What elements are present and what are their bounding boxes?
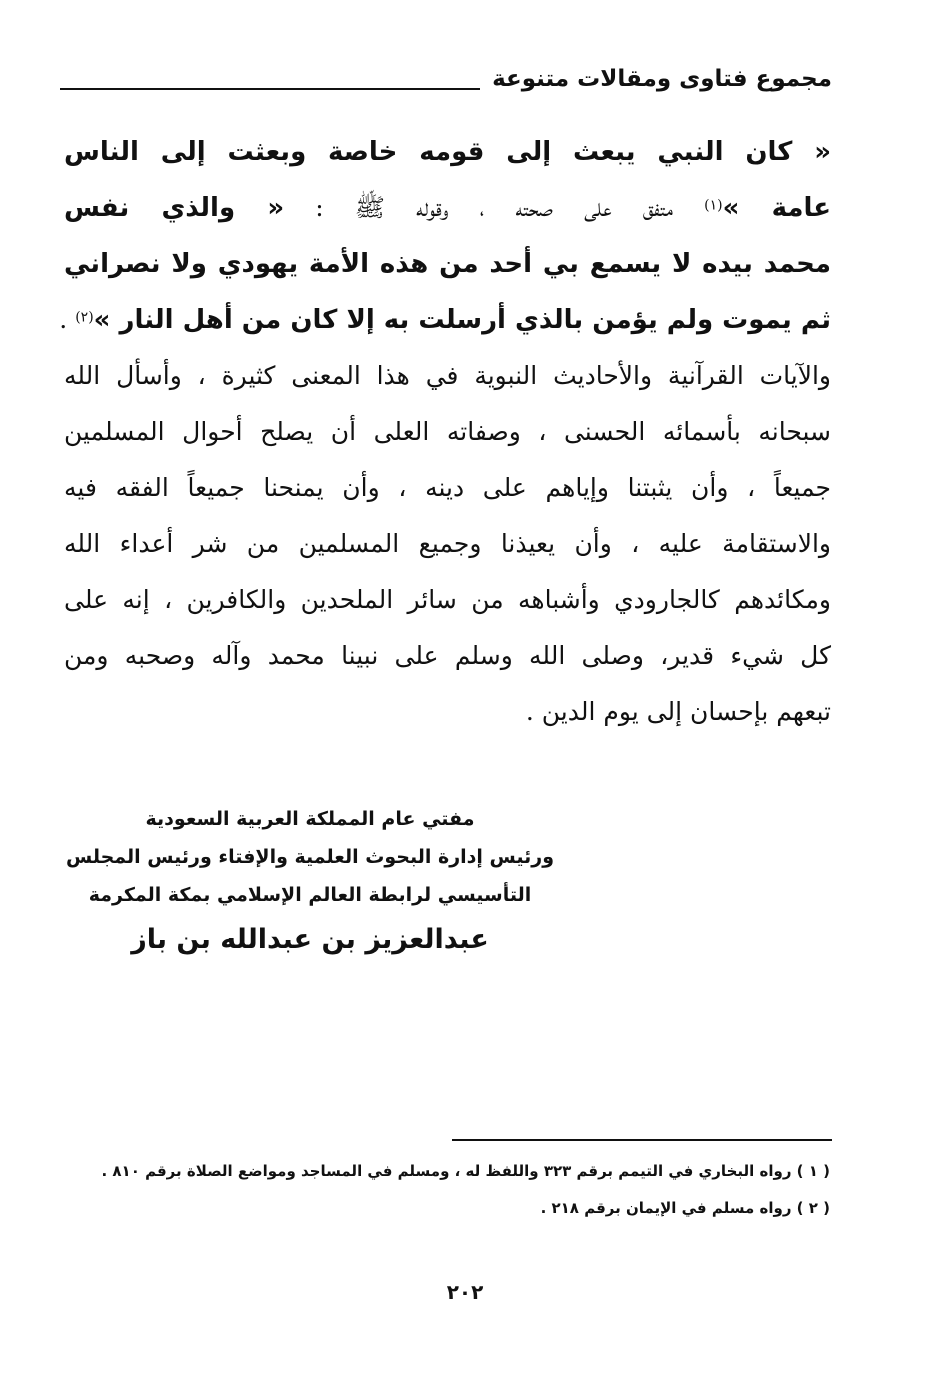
header-rule bbox=[60, 88, 480, 90]
body-line-1 bbox=[64, 130, 831, 174]
quote-end: عامة » bbox=[722, 193, 831, 223]
body-line-11 bbox=[64, 690, 831, 734]
signature-title-1: مفتي عام المملكة العربية السعودية bbox=[145, 808, 475, 830]
quote-start: « والذي نفس bbox=[64, 193, 285, 223]
body-line-4-bold: ثم يموت ولم يؤمن بالذي أرسلت به إلا كان من أهل النار » bbox=[93, 305, 831, 335]
footnote-marker-2: (٢) bbox=[75, 309, 94, 326]
footnote-rule bbox=[452, 1139, 832, 1141]
body-line-4 bbox=[59, 298, 831, 342]
body-line-2-normal: متفق على صحته ، وقوله ﷺ : bbox=[284, 193, 705, 222]
footnote-1: ( ١ ) رواه البخاري في التيمم برقم ٣٢٣ واللفظ له ، ومسلم في المساجد ومواضع الصلاة برقم ٨١٠ . bbox=[101, 1162, 830, 1180]
body-line-6 bbox=[64, 410, 831, 454]
signature-title-2: ورئيس إدارة البحوث العلمية والإفتاء ورئيس المجلس bbox=[65, 846, 555, 868]
body-line-8-text: والاستقامة عليه ، وأن يعيذنا وجميع المسلمين من شر أعداء الله bbox=[64, 529, 831, 558]
body-line-7-text: جميعاً ، وأن يثبتنا وإياهم على دينه ، وأن يمنحنا جميعاً الفقه فيه bbox=[64, 473, 831, 502]
body-line-10 bbox=[64, 634, 831, 678]
body-line-9 bbox=[64, 578, 831, 622]
signature-name: عبدالعزيز بن عبدالله بن باز bbox=[131, 924, 489, 955]
page-number: ٢٠٢ bbox=[446, 1280, 484, 1304]
footnote-marker-1: (١) bbox=[704, 197, 723, 214]
body-line-10-text: كل شيء قدير، وصلى الله وسلم على نبينا محمد وآله وصحبه ومن bbox=[64, 641, 831, 670]
body-line-3 bbox=[64, 242, 831, 286]
footnote-2: ( ٢ ) رواه مسلم في الإيمان برقم ٢١٨ . bbox=[540, 1199, 830, 1217]
signature-title-3: التأسيسي لرابطة العالم الإسلامي بمكة المكرمة bbox=[88, 884, 532, 906]
body-line-4-normal: . bbox=[59, 305, 76, 334]
body-line-6-text: سبحانه بأسمائه الحسنى ، وصفاته العلى أن يصلح أحوال المسلمين bbox=[64, 417, 831, 446]
header-title: مجموع فتاوى ومقالات متنوعة bbox=[492, 66, 832, 92]
body-line-5-text: والآيات القرآنية والأحاديث النبوية في هذا المعنى كثيرة ، وأسأل الله bbox=[64, 361, 831, 390]
body-line-11-text: تبعهم بإحسان إلى يوم الدين . bbox=[525, 697, 831, 726]
page-header bbox=[60, 58, 832, 108]
body-line-5 bbox=[64, 354, 831, 398]
body-line-3-text: محمد بيده لا يسمع بي أحد من هذه الأمة يهودي ولا نصراني bbox=[64, 249, 831, 279]
body-line-8 bbox=[64, 522, 831, 566]
body-line-1-text: « كان النبي يبعث إلى قومه خاصة وبعثت إلى الناس bbox=[64, 137, 831, 167]
body-line-7 bbox=[64, 466, 831, 510]
body-line-2 bbox=[64, 186, 831, 230]
body-line-9-text: ومكائدهم كالجارودي وأشباهه من سائر الملحدين والكافرين ، إنه على bbox=[64, 585, 831, 614]
signature-block bbox=[50, 800, 570, 966]
